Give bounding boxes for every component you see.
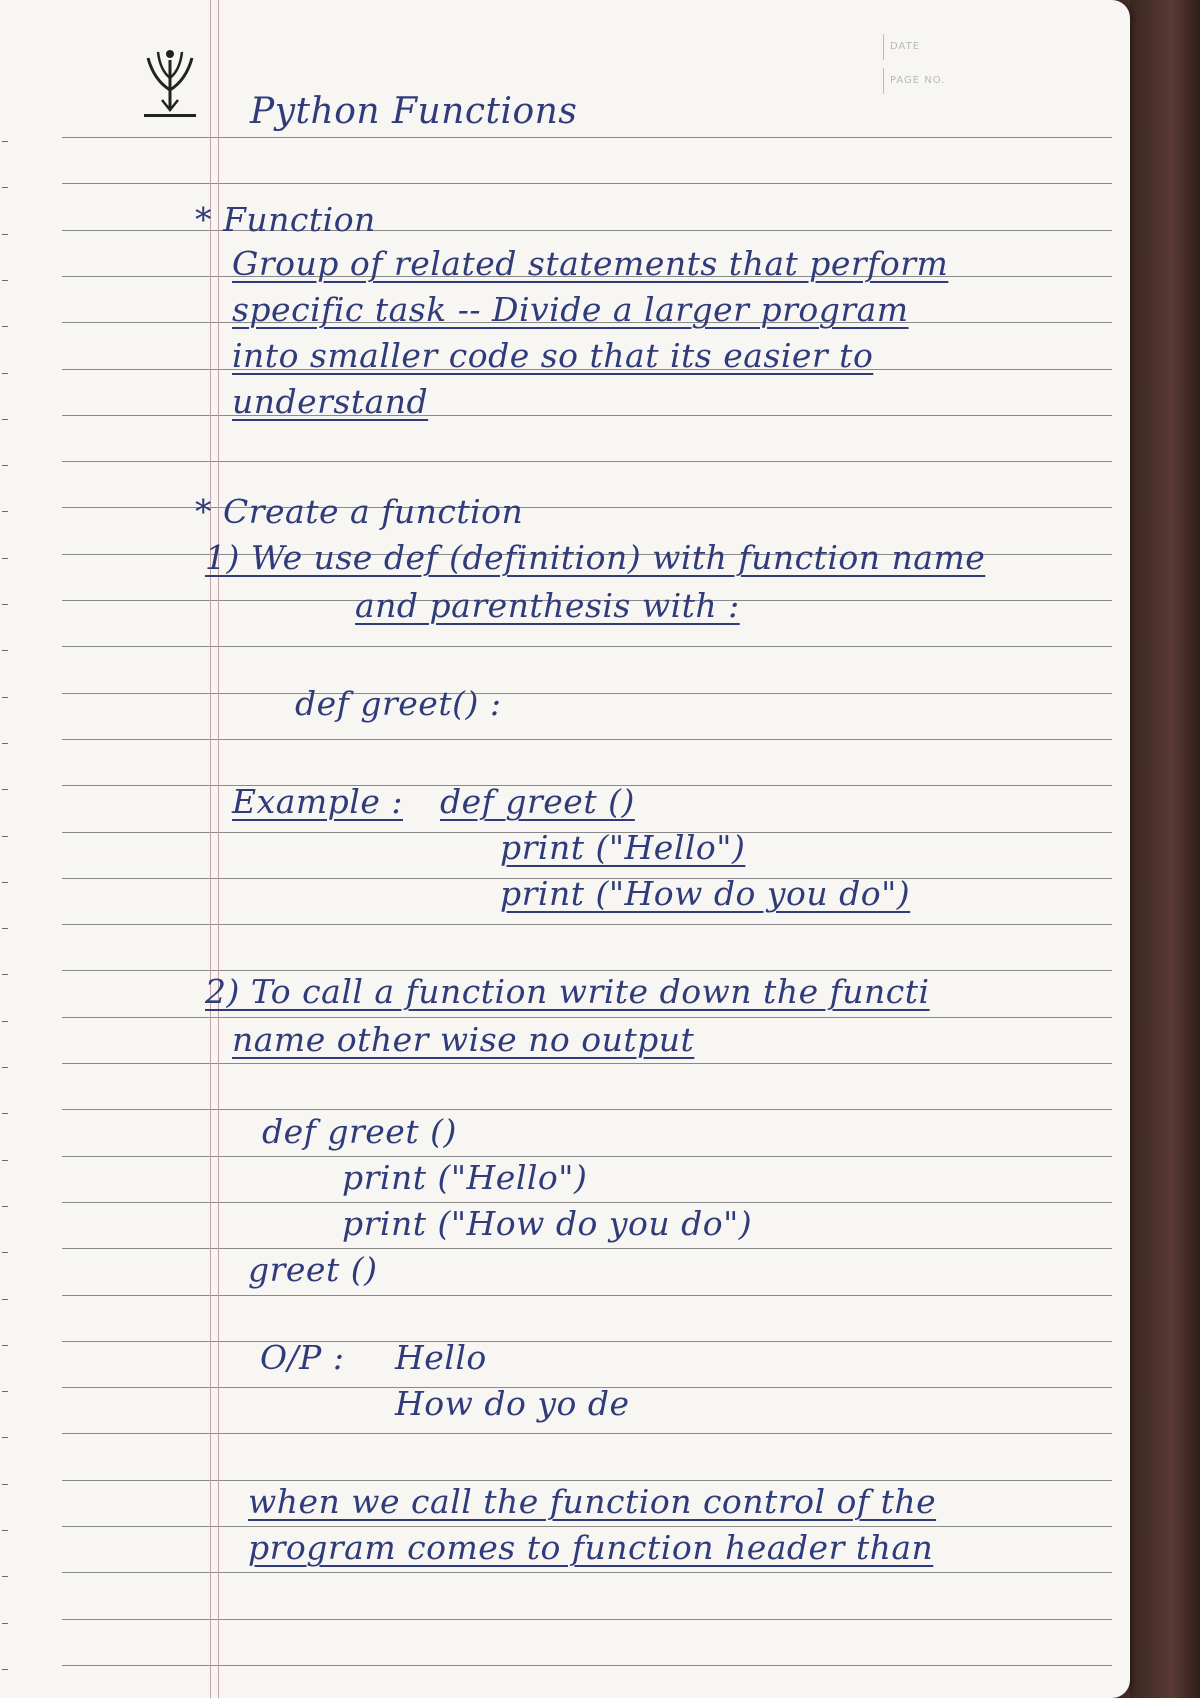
ruled-line xyxy=(62,1341,1112,1342)
ruled-line xyxy=(62,924,1112,925)
ruled-line xyxy=(62,1665,1112,1666)
ruled-line xyxy=(62,461,1112,462)
margin-line-right xyxy=(218,0,219,1698)
margin-tick xyxy=(2,604,8,605)
point-2-line-2: name other wise no output xyxy=(232,1020,695,1059)
closing-line-2: program comes to function header than xyxy=(248,1528,934,1567)
ruled-line xyxy=(62,183,1112,184)
code-block-line-1: def greet () xyxy=(262,1112,457,1151)
example-line-1: def greet () xyxy=(440,782,635,821)
definition-line-1: Group of related statements that perform xyxy=(232,244,949,283)
ruled-line xyxy=(62,1017,1112,1018)
margin-tick xyxy=(2,1391,8,1392)
point-1-line-1: 1) We use def (definition) with function name xyxy=(205,538,986,577)
example-label: Example : xyxy=(232,782,403,821)
margin-tick xyxy=(2,1530,8,1531)
ruled-line xyxy=(62,1480,1112,1481)
ruled-line xyxy=(62,1156,1112,1157)
point-2-line-1: 2) To call a function write down the functi xyxy=(205,972,930,1011)
ruled-line xyxy=(62,415,1112,416)
margin-tick xyxy=(2,1484,8,1485)
margin-tick xyxy=(2,1299,8,1300)
ruled-line xyxy=(62,739,1112,740)
definition-line-4: understand xyxy=(232,382,429,421)
ruled-line xyxy=(62,693,1112,694)
margin-tick xyxy=(2,326,8,327)
margin-tick xyxy=(2,373,8,374)
margin-tick xyxy=(2,187,8,188)
margin-tick xyxy=(2,1021,8,1022)
margin-tick xyxy=(2,280,8,281)
margin-tick xyxy=(2,1576,8,1577)
code-def-greet: def greet() : xyxy=(295,684,502,723)
margin-tick xyxy=(2,650,8,651)
output-line-2: How do yo de xyxy=(395,1384,630,1423)
output-line-1: Hello xyxy=(395,1338,487,1377)
output-label: O/P : xyxy=(260,1338,345,1377)
margin-tick xyxy=(2,1669,8,1670)
ruled-line xyxy=(62,1109,1112,1110)
date-field: DATE xyxy=(883,34,980,60)
page-title: Python Functions xyxy=(250,91,578,132)
code-block-line-2: print ("Hello") xyxy=(342,1158,588,1197)
margin-tick xyxy=(2,419,8,420)
definition-line-3: into smaller code so that its easier to xyxy=(232,336,874,375)
ruled-line xyxy=(62,1295,1112,1296)
margin-tick xyxy=(2,141,8,142)
margin-tick xyxy=(2,1623,8,1624)
margin-tick xyxy=(2,511,8,512)
code-block-line-3: print ("How do you do") xyxy=(342,1204,753,1243)
ruled-line xyxy=(62,1526,1112,1527)
definition-line-2: specific task -- Divide a larger program xyxy=(232,290,909,329)
margin-tick xyxy=(2,1345,8,1346)
margin-tick xyxy=(2,789,8,790)
margin-tick xyxy=(2,743,8,744)
page-number-field: PAGE NO. xyxy=(883,68,980,94)
ruled-line xyxy=(62,137,1112,138)
margin-tick xyxy=(2,1160,8,1161)
margin-tick xyxy=(2,974,8,975)
margin-tick xyxy=(2,1252,8,1253)
ruled-line xyxy=(62,1619,1112,1620)
margin-tick xyxy=(2,465,8,466)
example-line-3: print ("How do you do") xyxy=(500,874,911,913)
margin-tick xyxy=(2,1437,8,1438)
section-function-heading: * Function xyxy=(195,200,376,239)
closing-line-1: when we call the function control of the xyxy=(248,1482,937,1521)
margin-tick xyxy=(2,1113,8,1114)
margin-tick xyxy=(2,234,8,235)
margin-tick xyxy=(2,697,8,698)
tree-logo-icon xyxy=(140,30,200,120)
margin-tick xyxy=(2,836,8,837)
code-block-line-4: greet () xyxy=(248,1250,378,1289)
margin-line-left xyxy=(210,0,211,1698)
point-1-line-2: and parenthesis with : xyxy=(355,586,740,625)
ruled-line xyxy=(62,1248,1112,1249)
margin-tick xyxy=(2,558,8,559)
section-create-function-heading: * Create a function xyxy=(195,492,524,531)
ruled-line xyxy=(62,646,1112,647)
margin-tick xyxy=(2,882,8,883)
margin-tick xyxy=(2,1067,8,1068)
ruled-line xyxy=(62,1433,1112,1434)
ruled-line xyxy=(62,1063,1112,1064)
margin-tick xyxy=(2,928,8,929)
ruled-line xyxy=(62,970,1112,971)
example-line-2: print ("Hello") xyxy=(500,828,746,867)
ruled-line xyxy=(62,1202,1112,1203)
ruled-line xyxy=(62,1572,1112,1573)
margin-tick xyxy=(2,1206,8,1207)
background-surface xyxy=(1130,0,1200,1698)
